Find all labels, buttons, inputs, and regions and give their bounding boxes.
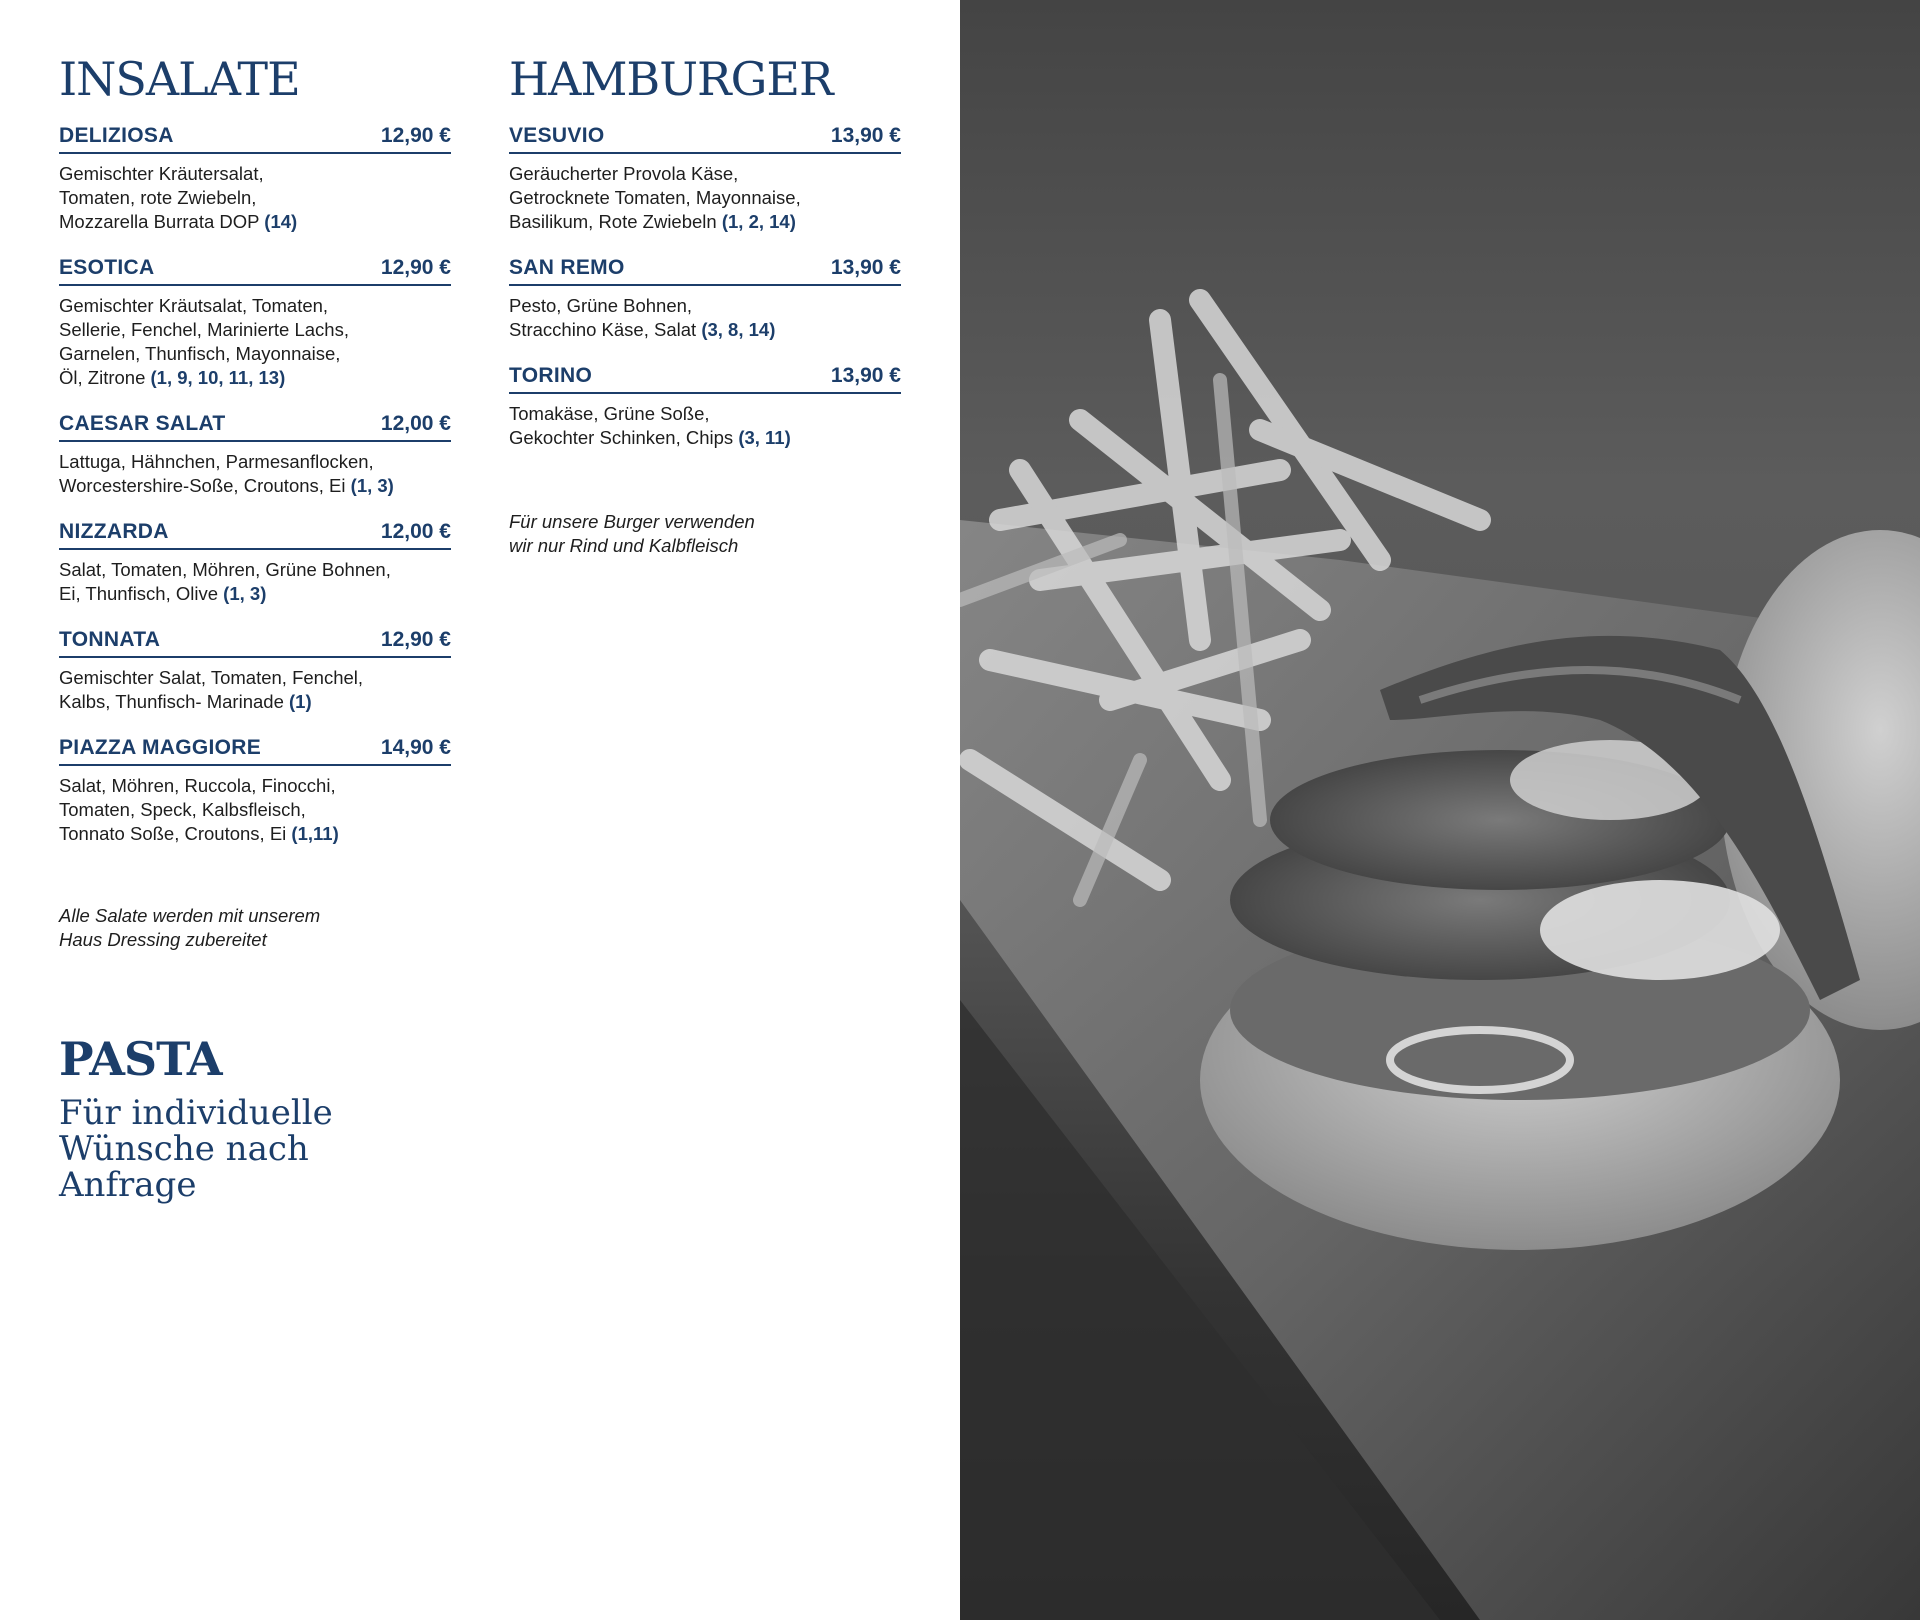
burger-photo [960, 0, 1920, 1620]
menu-item-price: 12,00 € [380, 412, 451, 435]
menu-item-description-line [59, 558, 451, 582]
menu-item-description-line [59, 474, 451, 498]
menu-item-allergens: (1, 9, 10, 11, 13) [150, 367, 286, 388]
menu-item-ingredients: Stracchino Käse, Salat [509, 319, 697, 340]
menu-item-description-line [59, 690, 451, 714]
menu-item-description [509, 162, 901, 234]
menu-item-description-line [59, 450, 451, 474]
footnote-line: Alle Salate werden mit unserem [59, 905, 321, 926]
menu-item [509, 120, 901, 234]
menu-item-ingredients: Getrocknete Tomaten, Mayonnaise, [509, 187, 801, 208]
burger-photo-illustration [960, 0, 1920, 1620]
menu-item-header [59, 624, 451, 658]
menu-item-name: NIZZARDA [59, 520, 169, 543]
pasta-subtitle [59, 1095, 333, 1203]
hamburger-title: HAMBURGER [509, 52, 833, 106]
menu-item-allergens: (14) [264, 211, 298, 232]
menu-item [59, 120, 451, 234]
menu-item-description-line [509, 426, 901, 450]
menu-item-allergens: (1,11) [291, 823, 339, 844]
footnote-line: Für unsere Burger verwenden [509, 511, 755, 532]
menu-item-price: 14,90 € [380, 736, 451, 759]
menu-item-name: ESOTICA [59, 256, 155, 279]
pasta-subtitle-line: Anfrage [59, 1165, 197, 1205]
menu-item-name: DELIZIOSA [59, 124, 174, 147]
menu-item-ingredients: Gemischter Kräutsalat, Tomaten, [59, 295, 329, 316]
menu-item-price: 12,00 € [380, 520, 451, 543]
menu-item-description [59, 450, 451, 498]
menu-item-description [509, 294, 901, 342]
menu-item-header [509, 252, 901, 286]
menu-item-header [509, 360, 901, 394]
menu-item-description-line [509, 210, 901, 234]
menu-item-allergens: (1, 2, 14) [721, 211, 796, 232]
menu-item-description-line [59, 774, 451, 798]
menu-item-price: 12,90 € [380, 124, 451, 147]
menu-item-name: CAESAR SALAT [59, 412, 226, 435]
menu-item-ingredients: Salat, Möhren, Ruccola, Finocchi, [59, 775, 336, 796]
menu-item [59, 408, 451, 498]
menu-item-allergens: (3, 11) [738, 427, 791, 448]
menu-item-ingredients: Lattuga, Hähnchen, Parmesanflocken, [59, 451, 374, 472]
menu-item-header [59, 732, 451, 766]
menu-item-description [59, 162, 451, 234]
menu-item-description [59, 774, 451, 846]
insalate-title: INSALATE [59, 52, 300, 106]
menu-item-ingredients: Tonnato Soße, Croutons, Ei [59, 823, 287, 844]
menu-item-header [59, 516, 451, 550]
footnote-line: Haus Dressing zubereitet [59, 929, 267, 950]
menu-item [59, 252, 451, 390]
menu-item-description-line [509, 186, 901, 210]
insalate-note [59, 904, 320, 952]
menu-item-allergens: (3, 8, 14) [701, 319, 776, 340]
menu-item-ingredients: Basilikum, Rote Zwiebeln [509, 211, 717, 232]
menu-item-header [59, 120, 451, 154]
menu-item-description-line [59, 582, 451, 606]
menu-item-price: 12,90 € [380, 628, 451, 651]
menu-item-ingredients: Ei, Thunfisch, Olive [59, 583, 219, 604]
menu-item-description-line [509, 318, 901, 342]
menu-item-price: 13,90 € [830, 256, 901, 279]
menu-item-description-line [59, 342, 451, 366]
menu-item-header [509, 120, 901, 154]
menu-item-description [59, 666, 451, 714]
hamburger-note [509, 510, 755, 558]
menu-item-ingredients: Pesto, Grüne Bohnen, [509, 295, 693, 316]
menu-item-price: 12,90 € [380, 256, 451, 279]
menu-item-description-line [59, 210, 451, 234]
pasta-title: PASTA [59, 1032, 222, 1086]
menu-item-description-line [509, 294, 901, 318]
menu-item-description-line [59, 798, 451, 822]
menu-item-description [59, 294, 451, 390]
menu-item-ingredients: Tomaten, Speck, Kalbsfleisch, [59, 799, 306, 820]
menu-item [509, 360, 901, 450]
menu-item-description-line [509, 162, 901, 186]
menu-item-ingredients: Tomakäse, Grüne Soße, [509, 403, 710, 424]
menu-item-description-line [59, 186, 451, 210]
menu-item-description-line [59, 366, 451, 390]
menu-item [509, 252, 901, 342]
menu-item-description-line [59, 822, 451, 846]
menu-item-description-line [59, 318, 451, 342]
menu-item-allergens: (1) [289, 691, 312, 712]
menu-item-description-line [59, 666, 451, 690]
menu-item-description [509, 402, 901, 450]
menu-item-description-line [59, 162, 451, 186]
menu-item-ingredients: Geräucherter Provola Käse, [509, 163, 739, 184]
menu-item-price: 13,90 € [830, 364, 901, 387]
menu-item-price: 13,90 € [830, 124, 901, 147]
menu-item-ingredients: Salat, Tomaten, Möhren, Grüne Bohnen, [59, 559, 391, 580]
menu-item-ingredients: Mozzarella Burrata DOP [59, 211, 260, 232]
menu-item-name: TORINO [509, 364, 593, 387]
menu-item-ingredients: Gekochter Schinken, Chips [509, 427, 734, 448]
menu-item-ingredients: Garnelen, Thunfisch, Mayonnaise, [59, 343, 341, 364]
menu-item-ingredients: Gemischter Salat, Tomaten, Fenchel, [59, 667, 364, 688]
menu-item-ingredients: Kalbs, Thunfisch- Marinade [59, 691, 284, 712]
menu-item [59, 624, 451, 714]
pasta-subtitle-line: Wünsche nach [59, 1129, 309, 1169]
menu-item-header [59, 408, 451, 442]
menu-item-name: VESUVIO [509, 124, 605, 147]
menu-item-description-line [509, 402, 901, 426]
footnote-line: wir nur Rind und Kalbfleisch [509, 535, 739, 556]
pasta-subtitle-line: Für individuelle [59, 1093, 333, 1133]
menu-item-description-line [59, 294, 451, 318]
menu-item-ingredients: Gemischter Kräutersalat, [59, 163, 264, 184]
menu-item-allergens: (1, 3) [350, 475, 394, 496]
menu-item-ingredients: Worcestershire-Soße, Croutons, Ei [59, 475, 346, 496]
menu-item-ingredients: Öl, Zitrone [59, 367, 146, 388]
menu-item-description [59, 558, 451, 606]
menu-item [59, 516, 451, 606]
menu-item-name: PIAZZA MAGGIORE [59, 736, 262, 759]
menu-item [59, 732, 451, 846]
menu-item-name: TONNATA [59, 628, 161, 651]
menu-item-ingredients: Sellerie, Fenchel, Marinierte Lachs, [59, 319, 349, 340]
menu-item-allergens: (1, 3) [223, 583, 267, 604]
menu-item-ingredients: Tomaten, rote Zwiebeln, [59, 187, 257, 208]
menu-item-header [59, 252, 451, 286]
menu-item-name: SAN REMO [509, 256, 625, 279]
